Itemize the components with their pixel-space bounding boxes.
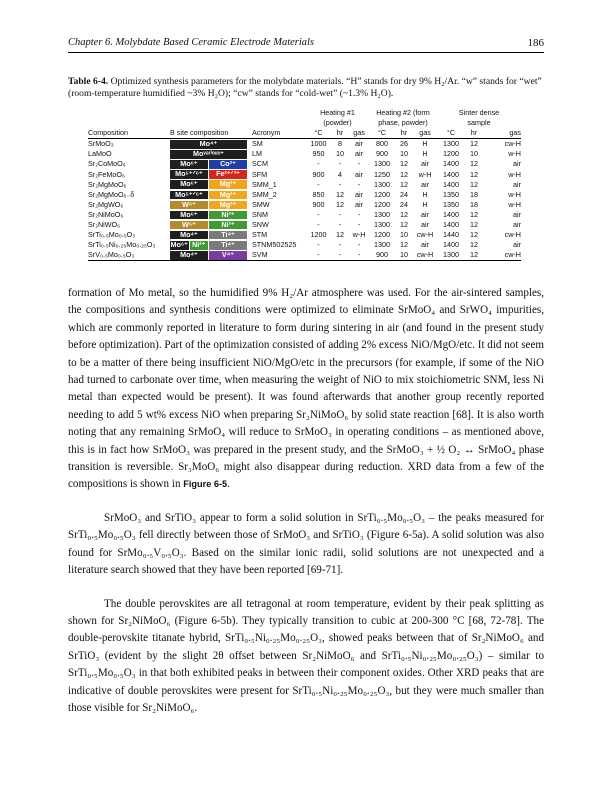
acronym-cell: SNM — [252, 209, 268, 219]
group-heading-2: Heating #2 (form — [376, 108, 430, 117]
cation-chip: Mo⁶⁺ — [170, 239, 188, 249]
h1-cell: - — [331, 250, 349, 261]
h2-cell: air — [421, 159, 429, 169]
bsite-composition-bar — [170, 241, 248, 250]
col-header-bsite: B site composition — [170, 128, 252, 139]
h1-cell: 12 — [336, 189, 344, 199]
bsite-composition-bar — [170, 160, 248, 169]
acronym-cell: SMM_1 — [252, 179, 277, 189]
column-header-row — [88, 128, 521, 139]
paragraph-2: SrMoO₃ and SrTiO₃ appear to form a solid solution in SrTi₀.₅Mo₀.₅O₃ – the peaks measured for SrTi₀.₅Mo₀.₅O₃ fell directly between those of SrMoO₃ and SrTiO₃ (Figure 6-5a). A solid solution was also found for SrMo₀.₅V₀.₅O₃. Based on the similar ionic radii, solid solutions are not unexpected and a literature search showed that they have been reported [69-71]. — [68, 511, 544, 577]
s-cell: 12 — [470, 139, 478, 149]
chapter-title: Chapter 6. Molybdate Based Ceramic Electrode Materials — [68, 37, 315, 48]
h1-cell: air — [355, 169, 363, 179]
h2-cell: 900 — [376, 149, 388, 159]
h2-cell: 1300 — [374, 179, 390, 189]
cation-chip: Fe²⁺ᐟ³⁺ — [209, 170, 247, 179]
table-body — [88, 139, 521, 261]
bsite-cell — [170, 230, 252, 240]
s-cell: 1350 — [443, 199, 459, 209]
cation-chip: Ti⁴⁺ — [209, 231, 247, 240]
composition-cell: SrMoO₃ — [88, 139, 114, 149]
col-header-s-temp: °C — [437, 128, 465, 139]
table-row — [88, 190, 521, 200]
h1-cell: - — [338, 240, 342, 250]
s-cell: air — [513, 179, 521, 189]
table-row — [88, 139, 521, 150]
composition-cell: Sr₂MgMoO₆ — [88, 179, 127, 189]
h2-cell: 10 — [395, 250, 413, 261]
cation-chip: Mo⁶⁺ — [170, 160, 208, 169]
page-number: 186 — [527, 37, 544, 49]
h1-cell: - — [317, 209, 320, 219]
composition-cell: Sr₂NiWO₆ — [88, 220, 121, 230]
h2-cell: 1300 — [374, 159, 390, 169]
s-cell: 12 — [470, 209, 478, 219]
h1-cell: - — [357, 220, 361, 230]
h1-cell: - — [317, 240, 320, 250]
composition-cell: SrTi₀.₅Ni₀.₂₅Mo₀.₂₅O₃ — [88, 240, 156, 250]
page-header — [68, 37, 544, 53]
h2-cell: H — [422, 149, 428, 159]
composition-cell: Sr₂FeMoO₆ — [88, 169, 125, 179]
h2-cell: 1300 — [374, 209, 390, 219]
h2-cell: air — [421, 209, 429, 219]
header-rule — [68, 52, 544, 53]
h1-cell: - — [306, 250, 331, 261]
h1-cell: w-H — [352, 230, 366, 240]
h2-cell: 12 — [400, 159, 408, 169]
s-cell: air — [513, 240, 521, 250]
s-cell: 12 — [465, 250, 483, 261]
h2-cell: 12 — [400, 220, 408, 230]
h2-cell: 26 — [400, 139, 408, 149]
col-header-h2-gas: gas — [413, 128, 437, 139]
composition-cell: Sr₂NiMoO₆ — [88, 209, 124, 219]
s-cell: 12 — [470, 240, 478, 250]
bsite-composition-bar — [170, 231, 248, 240]
h1-cell: 850 — [312, 189, 325, 199]
table-row — [88, 149, 521, 159]
cation-chip: V⁴⁺ — [209, 251, 247, 260]
table-row — [88, 200, 521, 210]
h2-cell: 1200 — [374, 230, 390, 240]
s-cell: 1400 — [443, 159, 459, 169]
bsite-cell — [170, 170, 252, 180]
bsite-composition-bar — [170, 191, 248, 200]
s-cell: w-H — [508, 199, 521, 209]
h2-cell: air — [421, 179, 429, 189]
s-cell: 12 — [470, 169, 478, 179]
h1-cell: 1000 — [310, 139, 327, 149]
acronym-cell: SM — [252, 139, 263, 149]
s-cell: air — [513, 220, 521, 230]
s-cell: 1400 — [443, 179, 459, 189]
h2-cell: 900 — [369, 250, 395, 261]
h1-cell: 1200 — [310, 230, 327, 240]
bsite-cell — [170, 200, 252, 210]
h1-cell: 12 — [336, 230, 344, 240]
h2-cell: 12 — [400, 240, 408, 250]
group-heading-3: Sinter dense — [458, 108, 500, 117]
s-cell: 1400 — [443, 169, 459, 179]
table-row — [88, 159, 521, 169]
cation-chip: Mo⁵⁺ᐟ⁶⁺ — [170, 191, 208, 200]
cation-chip: Mo⁴⁺ — [170, 140, 247, 149]
h2-cell: 1250 — [374, 169, 390, 179]
s-cell: cw-H — [504, 139, 521, 149]
h2-cell: 24 — [400, 189, 408, 199]
bsite-composition-bar — [170, 201, 248, 210]
col-header-s-gas: gas — [483, 128, 521, 139]
h1-cell: air — [355, 199, 363, 209]
composition-cell: SrV₀.₅Mo₀.₅O₃ — [88, 250, 170, 261]
cation-chip: Mo⁶⁺ — [170, 211, 208, 220]
col-header-composition: Composition — [88, 128, 170, 139]
group-header-row-2 — [88, 118, 521, 128]
acronym-cell: SFM — [252, 169, 268, 179]
s-cell: 1400 — [443, 240, 459, 250]
h1-cell: air — [355, 149, 363, 159]
h1-cell: - — [338, 220, 342, 230]
col-header-acronym: Acronym — [252, 128, 306, 139]
caption-text: Optimized synthesis parameters for the molybdate materials. “H” stands for dry 9% H₂/Ar. “w” stands for “wet” (room-temperature humidified ~3% H₂O); “cw” stands for “cold-wet” (~1.3% H₂O). — [68, 76, 542, 100]
group-header-row-1 — [88, 108, 521, 118]
table-row — [88, 250, 521, 261]
synthesis-table — [88, 108, 521, 261]
cation-chip: Mo⁴⁺ — [170, 231, 208, 240]
h2-cell: 12 — [400, 209, 408, 219]
composition-cell: Sr₂MgMoO₆₋δ — [88, 189, 135, 199]
bsite-composition-bar — [170, 211, 248, 220]
s-cell: 1400 — [443, 220, 459, 230]
cation-chip: Ti⁴⁺ — [209, 241, 247, 250]
s-cell: 12 — [470, 179, 478, 189]
s-cell: 12 — [470, 159, 478, 169]
h1-cell: 12 — [336, 199, 344, 209]
acronym-cell: STNM502525 — [252, 240, 297, 250]
cation-chip: Ni²⁺ — [209, 221, 247, 230]
bsite-cell — [170, 149, 252, 159]
composition-cell: LaMoO — [88, 149, 112, 159]
acronym-cell: SVM — [252, 250, 306, 261]
table-row — [88, 240, 521, 250]
paragraph-1-end: . — [227, 478, 230, 491]
col-header-h1-temp: °C — [306, 128, 331, 139]
bsite-cell — [170, 180, 252, 190]
bsite-composition-bar — [170, 251, 248, 260]
cation-chip: Mg²⁺ — [209, 201, 247, 210]
s-cell: w-H — [508, 189, 521, 199]
acronym-cell: SMM_2 — [252, 189, 277, 199]
h2-cell: cw-H — [416, 230, 434, 240]
figure-reference: Figure 6-5 — [183, 479, 228, 490]
h2-cell: 1300 — [374, 220, 390, 230]
cation-chip: Mo⁴⁺ — [170, 251, 208, 260]
table-label: Table 6-4. — [68, 76, 109, 87]
s-cell: w-H — [508, 169, 521, 179]
composition-cell: SrTi₀.₅Mo₀.₅O₃ — [88, 230, 136, 240]
col-header-s-hr: hr — [465, 128, 483, 139]
h1-cell: - — [357, 179, 361, 189]
paragraph-3: The double perovskites are all tetragonal at room temperature, evident by their peak splitting as shown for Sr₂NiMoO₆ (Figure 6-5b). They typically transition to cubic at 200-300 °C [68, 72-78]. The double-perovskite titanate hybrid, SrTi₀.₅Ni₀.₂₅Mo₀.₂₅O₃, showed peaks between that of Sr₂NiMoO₆ and SrTiO₃ (evident by the slight 2θ offset between Sr₂NiMoO₆ and SrTi₀.₅Ni₀.₂₅Mo₀.₂₅O₃) – similar to SrTi₀.₅Mo₀.₅O₃ in that both exhibited peaks in between their component oxides. Other XRD peaks that are indicative of double perovskites were present for SrTi₀.₅Ni₀.₂₅Mo₀.₂₅O₃, but they were much smaller than those visible for Sr₂NiMoO₆. — [68, 597, 544, 714]
h1-cell: 900 — [312, 169, 325, 179]
acronym-cell: SCM — [252, 159, 268, 169]
h1-cell: - — [357, 240, 361, 250]
h2-cell: 1200 — [374, 189, 390, 199]
bsite-composition-bar — [170, 180, 248, 189]
col-header-h1-hr: hr — [331, 128, 349, 139]
h1-cell: - — [338, 179, 342, 189]
h1-cell: air — [355, 189, 363, 199]
s-cell: 1440 — [443, 230, 459, 240]
table-caption — [68, 76, 544, 101]
cation-chip: W⁶⁺ — [170, 201, 208, 210]
h1-cell: 950 — [312, 149, 325, 159]
cation-chip: W⁶⁺ — [170, 221, 208, 230]
h1-cell: - — [317, 159, 320, 169]
h1-cell: - — [357, 209, 361, 219]
col-header-h1-gas: gas — [349, 128, 369, 139]
bsite-composition-bar — [170, 150, 248, 159]
s-cell: 18 — [470, 189, 478, 199]
h2-cell: 1300 — [374, 240, 390, 250]
s-cell: cw-H — [504, 230, 521, 240]
cation-chip: Mo⁶⁺ — [170, 180, 208, 189]
h1-cell: 900 — [312, 199, 325, 209]
h2-cell: air — [421, 240, 429, 250]
composition-cell: Sr₂CoMoO₆ — [88, 159, 126, 169]
h2-cell: w-H — [418, 169, 432, 179]
h2-cell: H — [422, 199, 428, 209]
bsite-composition-bar — [170, 140, 248, 149]
bsite-cell — [170, 159, 252, 169]
h1-cell: - — [338, 209, 342, 219]
s-cell: w-H — [508, 149, 521, 159]
h1-cell: air — [355, 139, 363, 149]
s-cell: 1350 — [443, 189, 459, 199]
s-cell: cw-H — [483, 250, 521, 261]
h1-cell: - — [317, 179, 320, 189]
h2-cell: 800 — [376, 139, 388, 149]
acronym-cell: LM — [252, 149, 262, 159]
cation-chip: Mg²⁺ — [209, 180, 247, 189]
group-subheading-3: sample — [467, 118, 491, 128]
bsite-cell — [170, 220, 252, 230]
s-cell: 18 — [470, 199, 478, 209]
h1-cell: 10 — [336, 149, 344, 159]
bsite-cell — [170, 139, 252, 150]
bsite-cell — [170, 210, 252, 220]
cation-chip: Moᵛᵃʳⁱᵒᵘˢ⁺ — [170, 150, 247, 159]
h1-cell: - — [338, 159, 342, 169]
bsite-cell — [170, 240, 252, 250]
h1-cell: - — [357, 159, 361, 169]
s-cell: air — [513, 209, 521, 219]
acronym-cell: SNW — [252, 220, 269, 230]
body-text — [68, 285, 544, 717]
s-cell: 1400 — [443, 209, 459, 219]
h2-cell: 10 — [400, 230, 408, 240]
group-heading-1: Heating #1 — [320, 108, 355, 117]
h2-cell: 1200 — [374, 199, 390, 209]
s-cell: 1300 — [443, 139, 459, 149]
s-cell: 12 — [470, 220, 478, 230]
h2-cell: cw-H — [413, 250, 437, 261]
cation-chip: Ni²⁺ — [209, 211, 247, 220]
col-header-h2-hr: hr — [395, 128, 413, 139]
s-cell: 1300 — [437, 250, 465, 261]
table-row — [88, 180, 521, 190]
h2-cell: H — [422, 189, 428, 199]
group-subheading-1: (powder) — [323, 118, 352, 128]
bsite-composition-bar — [170, 170, 248, 179]
cation-chip: Mg²⁺ — [209, 191, 247, 200]
group-subheading-2: phase, powder) — [378, 118, 428, 128]
paragraph-1-text: formation of Mo metal, so the humidified 9% H₂/Ar atmosphere was used. For the air-sintered samples, the compositions and synthesis conditions were optimized to eliminate SrMoO₄ and SrWO₄ impurities, which are commonly reported in literature to form during sintering in air (and found in the present study before optimization). Part of the optimization consisted of adding 2% excess NiO/MgO/etc. It did not seem to be a matter of there being insufficient NiO/MgO/etc in the precursors (for example, if some of the NiO had turned to carbonate over time, when measuring the weight of NiO to mix stoichiometric SNM, less Ni metal than expected would be present). It was found afterwards that another group recently reported needing to add 5 wt% excess NiO when preparing Sr₂NiMoO₆ by solid state reaction [68]. It is also worth noting that any remaining SrMoO₄ will reduce to SrMoO₃ in operating conditions – as mentioned above, this is in fact how SrMoO₃ was prepared in the present study, and the SrMoO₃ + ½ O₂ ↔ SrMoO₄ phase transition is reversible. Sr₃MoO₆ might also disappear during reduction. XRD data from a few of the compositions is shown in — [68, 287, 544, 491]
col-header-h2-temp: °C — [369, 128, 395, 139]
h1-cell: - — [317, 220, 320, 230]
acronym-cell: SMW — [252, 199, 270, 209]
h2-cell: 12 — [400, 169, 408, 179]
s-cell: 12 — [470, 230, 478, 240]
cation-chip: Mo⁵⁺ᐟ⁶⁺ — [170, 170, 208, 179]
s-cell: air — [513, 159, 521, 169]
h1-cell: 4 — [338, 169, 342, 179]
h2-cell: 24 — [400, 199, 408, 209]
bsite-cell — [170, 250, 252, 261]
composition-cell: Sr₂MgWO₆ — [88, 199, 124, 209]
acronym-cell: STM — [252, 230, 268, 240]
table-row — [88, 210, 521, 220]
table-row — [88, 230, 521, 240]
h2-cell: 12 — [400, 179, 408, 189]
table-row — [88, 170, 521, 180]
h2-cell: 10 — [400, 149, 408, 159]
table-row — [88, 220, 521, 230]
bsite-cell — [170, 190, 252, 200]
h1-cell: 8 — [338, 139, 342, 149]
h2-cell: H — [422, 139, 428, 149]
h2-cell: air — [421, 220, 429, 230]
h1-cell: - — [349, 250, 369, 261]
s-cell: 1200 — [443, 149, 459, 159]
paragraph-1 — [68, 285, 544, 494]
bsite-composition-bar — [170, 221, 248, 230]
s-cell: 10 — [470, 149, 478, 159]
cation-chip: Co²⁺ — [209, 160, 247, 169]
cation-chip: Ni²⁺ — [190, 241, 209, 250]
